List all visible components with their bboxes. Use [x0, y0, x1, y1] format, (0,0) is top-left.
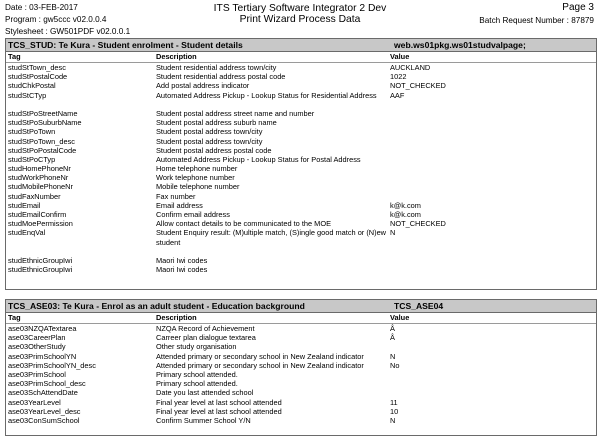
table-row — [6, 137, 596, 146]
program-version: Program : gw5ccc v02.0.0.4 — [5, 15, 107, 24]
column-header-row — [6, 313, 596, 324]
row-value: N — [390, 228, 396, 238]
section-reference: web.ws01pkg.ws01studvalpage; — [394, 40, 526, 50]
row-value: N — [390, 351, 396, 361]
section-header — [6, 300, 596, 313]
row-description: Other study organisation — [156, 342, 237, 352]
section-student-details — [5, 38, 597, 290]
row-description: Automated Address Pickup - Lookup Status for Postal Address — [156, 154, 361, 164]
row-description: Student postal address town/city — [156, 136, 263, 146]
row-value: Â — [390, 333, 395, 343]
row-tag: ase03NZQATextarea — [8, 324, 77, 333]
table-row — [6, 146, 596, 155]
row-tag: ase03OtherStudy — [8, 342, 66, 352]
batch-request-number: Batch Request Number : 87879 — [479, 16, 594, 25]
row-description: Automated Address Pickup - Lookup Status for Residential Address — [156, 90, 377, 100]
stylesheet-version: Stylesheet : GW501PDF v02.0.0.1 — [5, 27, 131, 36]
page-number: Page 3 — [562, 2, 594, 13]
section-education-background — [5, 299, 597, 436]
row-value: k@k.com — [390, 200, 421, 210]
row-description: Confirm Summer School Y/N — [156, 415, 251, 425]
report-subtitle: Print Wizard Process Data — [239, 14, 361, 25]
table-row — [6, 247, 596, 256]
row-description: Date you last attended school — [156, 388, 254, 398]
row-value: AAF — [390, 90, 405, 100]
table-row — [6, 324, 596, 333]
table-row — [6, 370, 596, 379]
row-description: Allow contact details to be communicated to the MOE — [156, 219, 331, 229]
section-title: TCS_ASE03: Te Kura - Enrol as an adult student - Education background — [8, 301, 305, 311]
row-tag: studEnqVal — [8, 228, 46, 238]
row-value: AUCKLAND — [390, 63, 431, 72]
row-tag: ase03YearLevel — [8, 397, 61, 407]
table-row — [6, 210, 596, 219]
row-description: Primary school attended. — [156, 379, 238, 389]
row-tag: studStPoPostalCode — [8, 145, 77, 155]
row-value: 1022 — [390, 72, 407, 82]
row-tag: studEthnicGroupIwi — [8, 265, 73, 275]
row-tag: studStPoStreetName — [8, 108, 78, 118]
row-description: Primary school attended. — [156, 369, 238, 379]
row-tag: studEmail — [8, 200, 41, 210]
row-tag: studStPoSuburbName — [8, 118, 82, 128]
table-row — [6, 379, 596, 388]
table-row — [6, 192, 596, 201]
column-value: Value — [390, 313, 410, 322]
row-tag: ase03YearLevel_desc — [8, 406, 81, 416]
row-tag: studWorkPhoneNr — [8, 173, 69, 183]
table-row — [6, 407, 596, 416]
section-reference: TCS_ASE04 — [394, 301, 444, 311]
row-tag: studEmailConfirm — [8, 210, 67, 220]
row-tag: studStTown_desc — [8, 63, 66, 72]
row-value: 11 — [390, 397, 398, 407]
row-tag: ase03PrimSchool — [8, 369, 66, 379]
row-description: NZQA Record of Achievement — [156, 324, 255, 333]
row-description: Maori Iwi codes — [156, 265, 208, 275]
table-row — [6, 91, 596, 109]
table-row — [6, 398, 596, 407]
row-tag: ase03PrimSchool_desc — [8, 379, 86, 389]
report-title: ITS Tertiary Software Integrator 2 Dev — [213, 3, 387, 14]
table-row — [6, 201, 596, 210]
row-tag: studStPoCTyp — [8, 154, 56, 164]
row-tag: studStPoTown_desc — [8, 136, 75, 146]
table-row — [6, 182, 596, 191]
table-row — [6, 164, 596, 173]
row-value: Â — [390, 324, 395, 333]
table-row — [6, 256, 596, 265]
row-description: Student Enquiry result: (M)ultiple match, (S)ingle good match or (N)ew student — [156, 228, 387, 247]
section-header — [6, 39, 596, 52]
row-tag: studChkPostal — [8, 81, 56, 91]
table-row — [6, 333, 596, 342]
row-description: Student residential address postal code — [156, 72, 286, 82]
column-tag: Tag — [8, 313, 21, 322]
table-row — [6, 72, 596, 81]
report-date: Date : 03-FEB-2017 — [5, 3, 78, 12]
row-description: Carreer plan dialogue textarea — [156, 333, 256, 343]
row-value: NOT_CHECKED — [390, 81, 446, 91]
row-description: Attended primary or secondary school in New Zealand indicator — [156, 351, 364, 361]
table-row — [6, 265, 596, 274]
row-description: Student postal address street name and number — [156, 108, 315, 118]
table-row — [6, 219, 596, 228]
row-tag: studHomePhoneNr — [8, 164, 71, 174]
row-description: Confirm email address — [156, 210, 230, 220]
column-tag: Tag — [8, 52, 21, 61]
table-row — [6, 388, 596, 397]
table-row — [6, 63, 596, 72]
column-header-row — [6, 52, 596, 63]
row-tag: ase03PrimSchoolYN_desc — [8, 360, 96, 370]
row-tag: ase03PrimSchoolYN — [8, 351, 77, 361]
row-description: Final year level at last school attended — [156, 406, 282, 416]
table-row — [6, 342, 596, 351]
row-tag: studStPostalCode — [8, 72, 68, 82]
column-description: Description — [156, 313, 197, 322]
row-description: Final year level at last school attended — [156, 397, 282, 407]
table-row — [6, 173, 596, 182]
row-description: Attended primary or secondary school in New Zealand indicator — [156, 360, 364, 370]
row-tag: studFaxNumber — [8, 191, 61, 201]
row-description: Student postal address town/city — [156, 127, 263, 137]
table-row — [6, 361, 596, 370]
table-row — [6, 81, 596, 90]
row-value: k@k.com — [390, 210, 421, 220]
row-tag: studStPoTown — [8, 127, 56, 137]
row-value: 10 — [390, 406, 399, 416]
table-row — [6, 118, 596, 127]
row-tag: ase03CareerPlan — [8, 333, 66, 343]
row-description: Student postal address suburb name — [156, 118, 277, 128]
row-value: N — [390, 415, 396, 425]
table-row — [6, 228, 596, 246]
row-value: NOT_CHECKED — [390, 219, 446, 229]
row-description: Student residential address town/city — [156, 63, 277, 72]
row-description: Home telephone number — [156, 164, 238, 174]
table-row — [6, 155, 596, 164]
row-description: Maori Iwi codes — [156, 255, 208, 265]
row-description: Add postal address indicator — [156, 81, 250, 91]
row-description: Student postal address postal code — [156, 145, 272, 155]
row-tag: studEthnicGroupIwi — [8, 255, 73, 265]
table-row — [6, 109, 596, 118]
row-tag: studStCTyp — [8, 90, 47, 100]
row-tag: ase03SchAttendDate — [8, 388, 78, 398]
row-description: Email address — [156, 200, 203, 210]
row-tag: ase03ConSumSchool — [8, 415, 80, 425]
row-description: Mobile telephone number — [156, 182, 240, 192]
rows-container — [6, 63, 596, 274]
row-value: No — [390, 360, 400, 370]
row-description: Work telephone number — [156, 173, 235, 183]
table-row — [6, 127, 596, 136]
table-row — [6, 416, 596, 425]
row-tag: studMoePermission — [8, 219, 73, 229]
rows-container — [6, 324, 596, 425]
table-row — [6, 352, 596, 361]
column-description: Description — [156, 52, 197, 61]
column-value: Value — [390, 52, 410, 61]
row-description: Fax number — [156, 191, 196, 201]
row-tag: studMobilePhoneNr — [8, 182, 73, 192]
section-title: TCS_STUD: Te Kura - Student enrolment - Student details — [8, 40, 243, 50]
